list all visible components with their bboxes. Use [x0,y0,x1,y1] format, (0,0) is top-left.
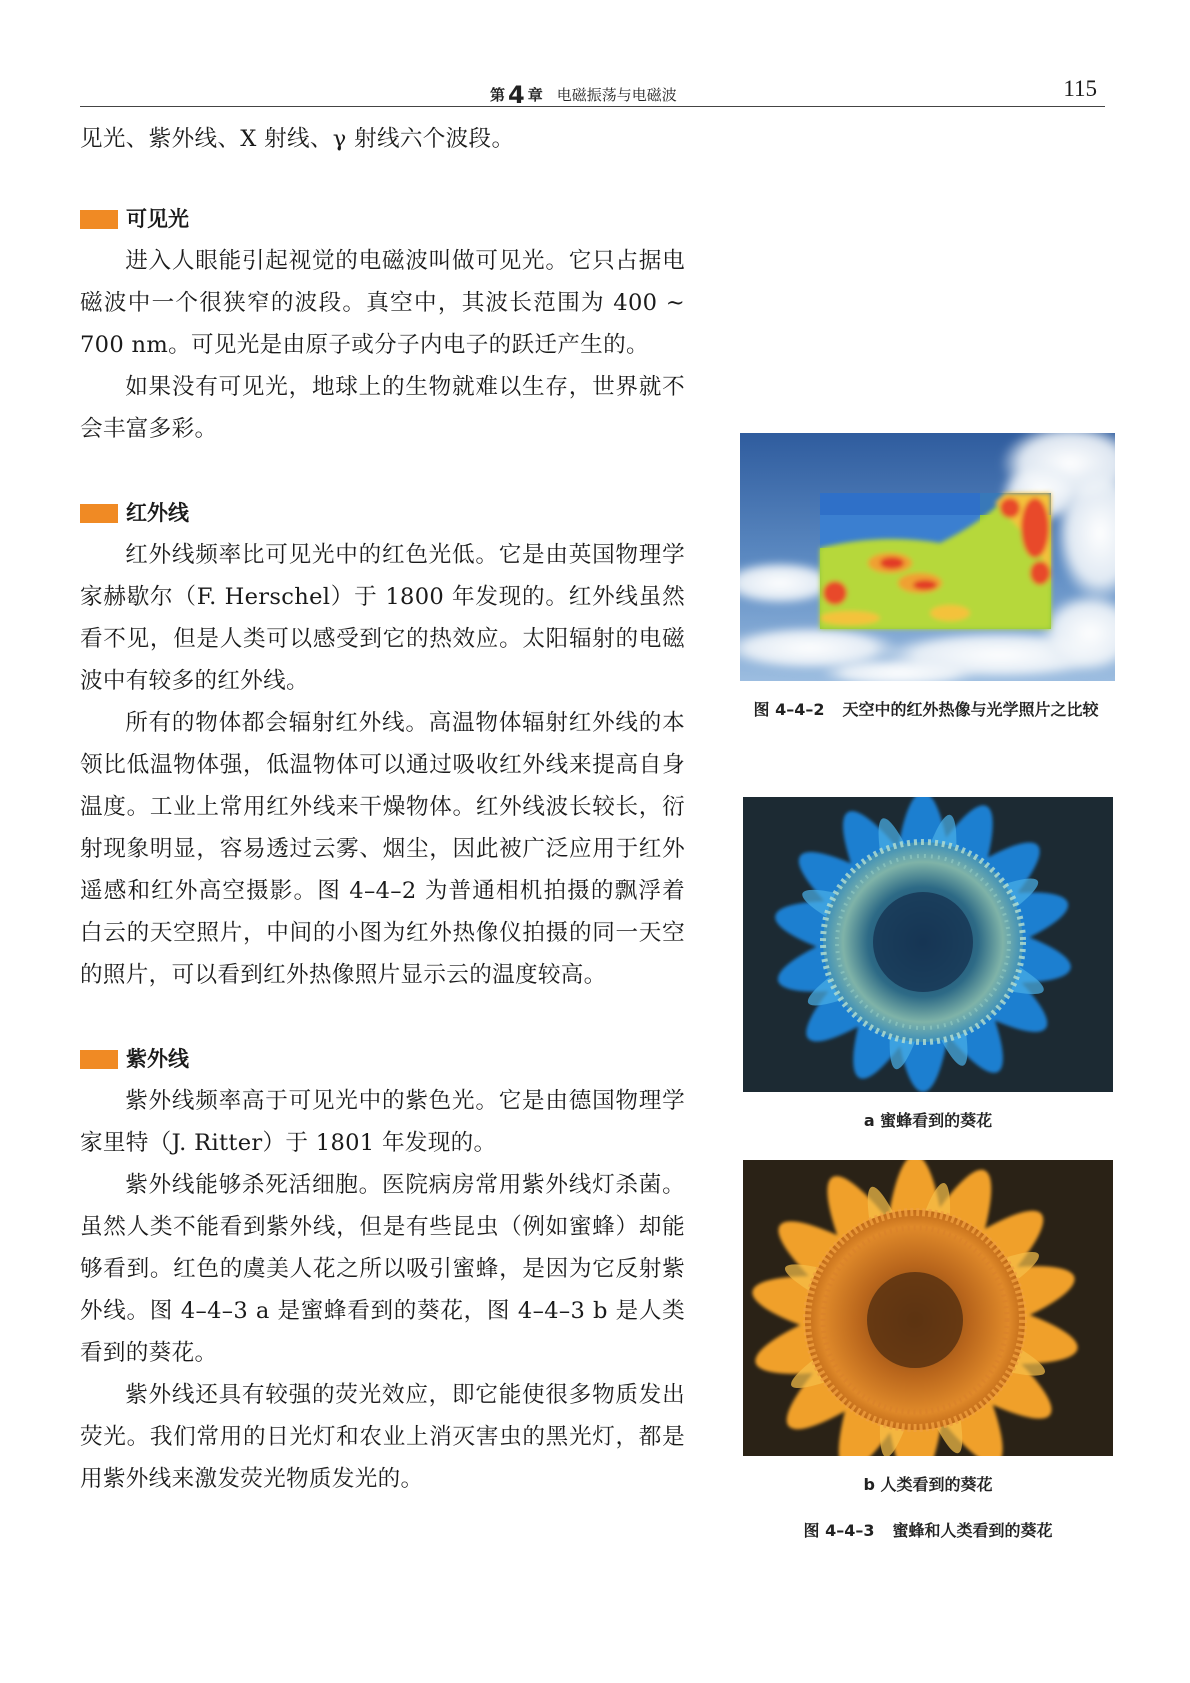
section-heading-ultraviolet [80,1038,685,1080]
paragraph: 红外线频率比可见光中的红色光低。它是由英国物理学家赫歇尔（F. Herschel）于 1800 年发现的。红外线虽然看不见，但是人类可以感受到它的热效应。太阳辐射的电磁波中有较多的红外线。 [80,542,685,694]
section-heading-visible [80,198,685,240]
chapter-heading [490,78,677,109]
paragraph: 所有的物体都会辐射红外线。高温物体辐射红外线的本领比低温物体强，低温物体可以通过吸收红外线来提高自身温度。工业上常用红外线来干燥物体。红外线波长较长，衍射现象明显，容易透过云雾、烟尘，因此被广泛应用于红外遥感和红外高空摄影。图 4–4–2 为普通相机拍摄的飘浮着白云的天空照片，中间的小图为红外热像仪拍摄的同一天空的照片，可以看到红外热像照片显示云的温度较高。 [80,710,685,988]
figure-caption-4-4-3 [743,1518,1113,1541]
page-header [80,72,1105,107]
figure-caption-text: 蜜蜂和人类看到的葵花 [892,1521,1053,1540]
paragraph: 紫外线还具有较强的荧光效应，即它能使很多物质发出荧光。我们常用的日光灯和农业上消灭害虫的黑光灯，都是用紫外线来激发荧光物质发光的。 [80,1382,685,1492]
paragraph: 紫外线能够杀死活细胞。医院病房常用紫外线灯杀菌。虽然人类不能看到紫外线，但是有些昆虫（例如蜜蜂）却能够看到。红色的虞美人花之所以吸引蜜蜂，是因为它反射紫外线。图 4–4–3 a 是蜜蜂看到的葵花，图 4–4–3 b 是人类看到的葵花。 [80,1172,685,1366]
human-view-sunflower-photo [743,1160,1113,1456]
section-title: 可见光 [126,207,189,231]
section-bar-icon [80,1050,118,1069]
paragraph: 进入人眼能引起视觉的电磁波叫做可见光。它只占据电磁波中一个很狭窄的波段。真空中，其波长范围为 400 ~ 700 nm。可见光是由原子或分子内电子的跃迁产生的。 [80,248,685,358]
figure-caption-text: 天空中的红外热像与光学照片之比较 [842,700,1099,719]
figure-label: 图 4–4–2 [753,700,825,719]
section-heading-infrared [80,492,685,534]
section-title: 紫外线 [126,1047,189,1071]
chapter-prefix: 第 [490,86,506,104]
figure-caption-4-4-3b [743,1472,1113,1495]
section-title: 红外线 [126,501,189,525]
section-bar-icon [80,210,118,229]
subfigure-caption: a 蜜蜂看到的葵花 [863,1111,993,1130]
chapter-title: 电磁振荡与电磁波 [556,86,677,104]
main-text-column [80,118,685,1500]
chapter-suffix: 章 [527,86,543,104]
bee-view-sunflower-photo [743,797,1113,1092]
figure-label: 图 4–4–3 [803,1521,875,1540]
figure-caption-4-4-3a [743,1108,1113,1131]
paragraph: 紫外线频率高于可见光中的紫色光。它是由德国物理学家里特（J. Ritter）于 1801 年发现的。 [80,1088,685,1156]
sky-infrared-photo [740,433,1115,681]
chapter-number: 4 [508,81,525,109]
paragraph: 如果没有可见光，地球上的生物就难以生存，世界就不会丰富多彩。 [80,374,685,442]
section-bar-icon [80,504,118,523]
intro-line: 见光、紫外线、X 射线、γ 射线六个波段。 [80,126,515,152]
figure-caption-4-4-2 [726,697,1126,720]
page-number: 115 [1063,76,1097,101]
subfigure-caption: b 人类看到的葵花 [863,1475,993,1494]
